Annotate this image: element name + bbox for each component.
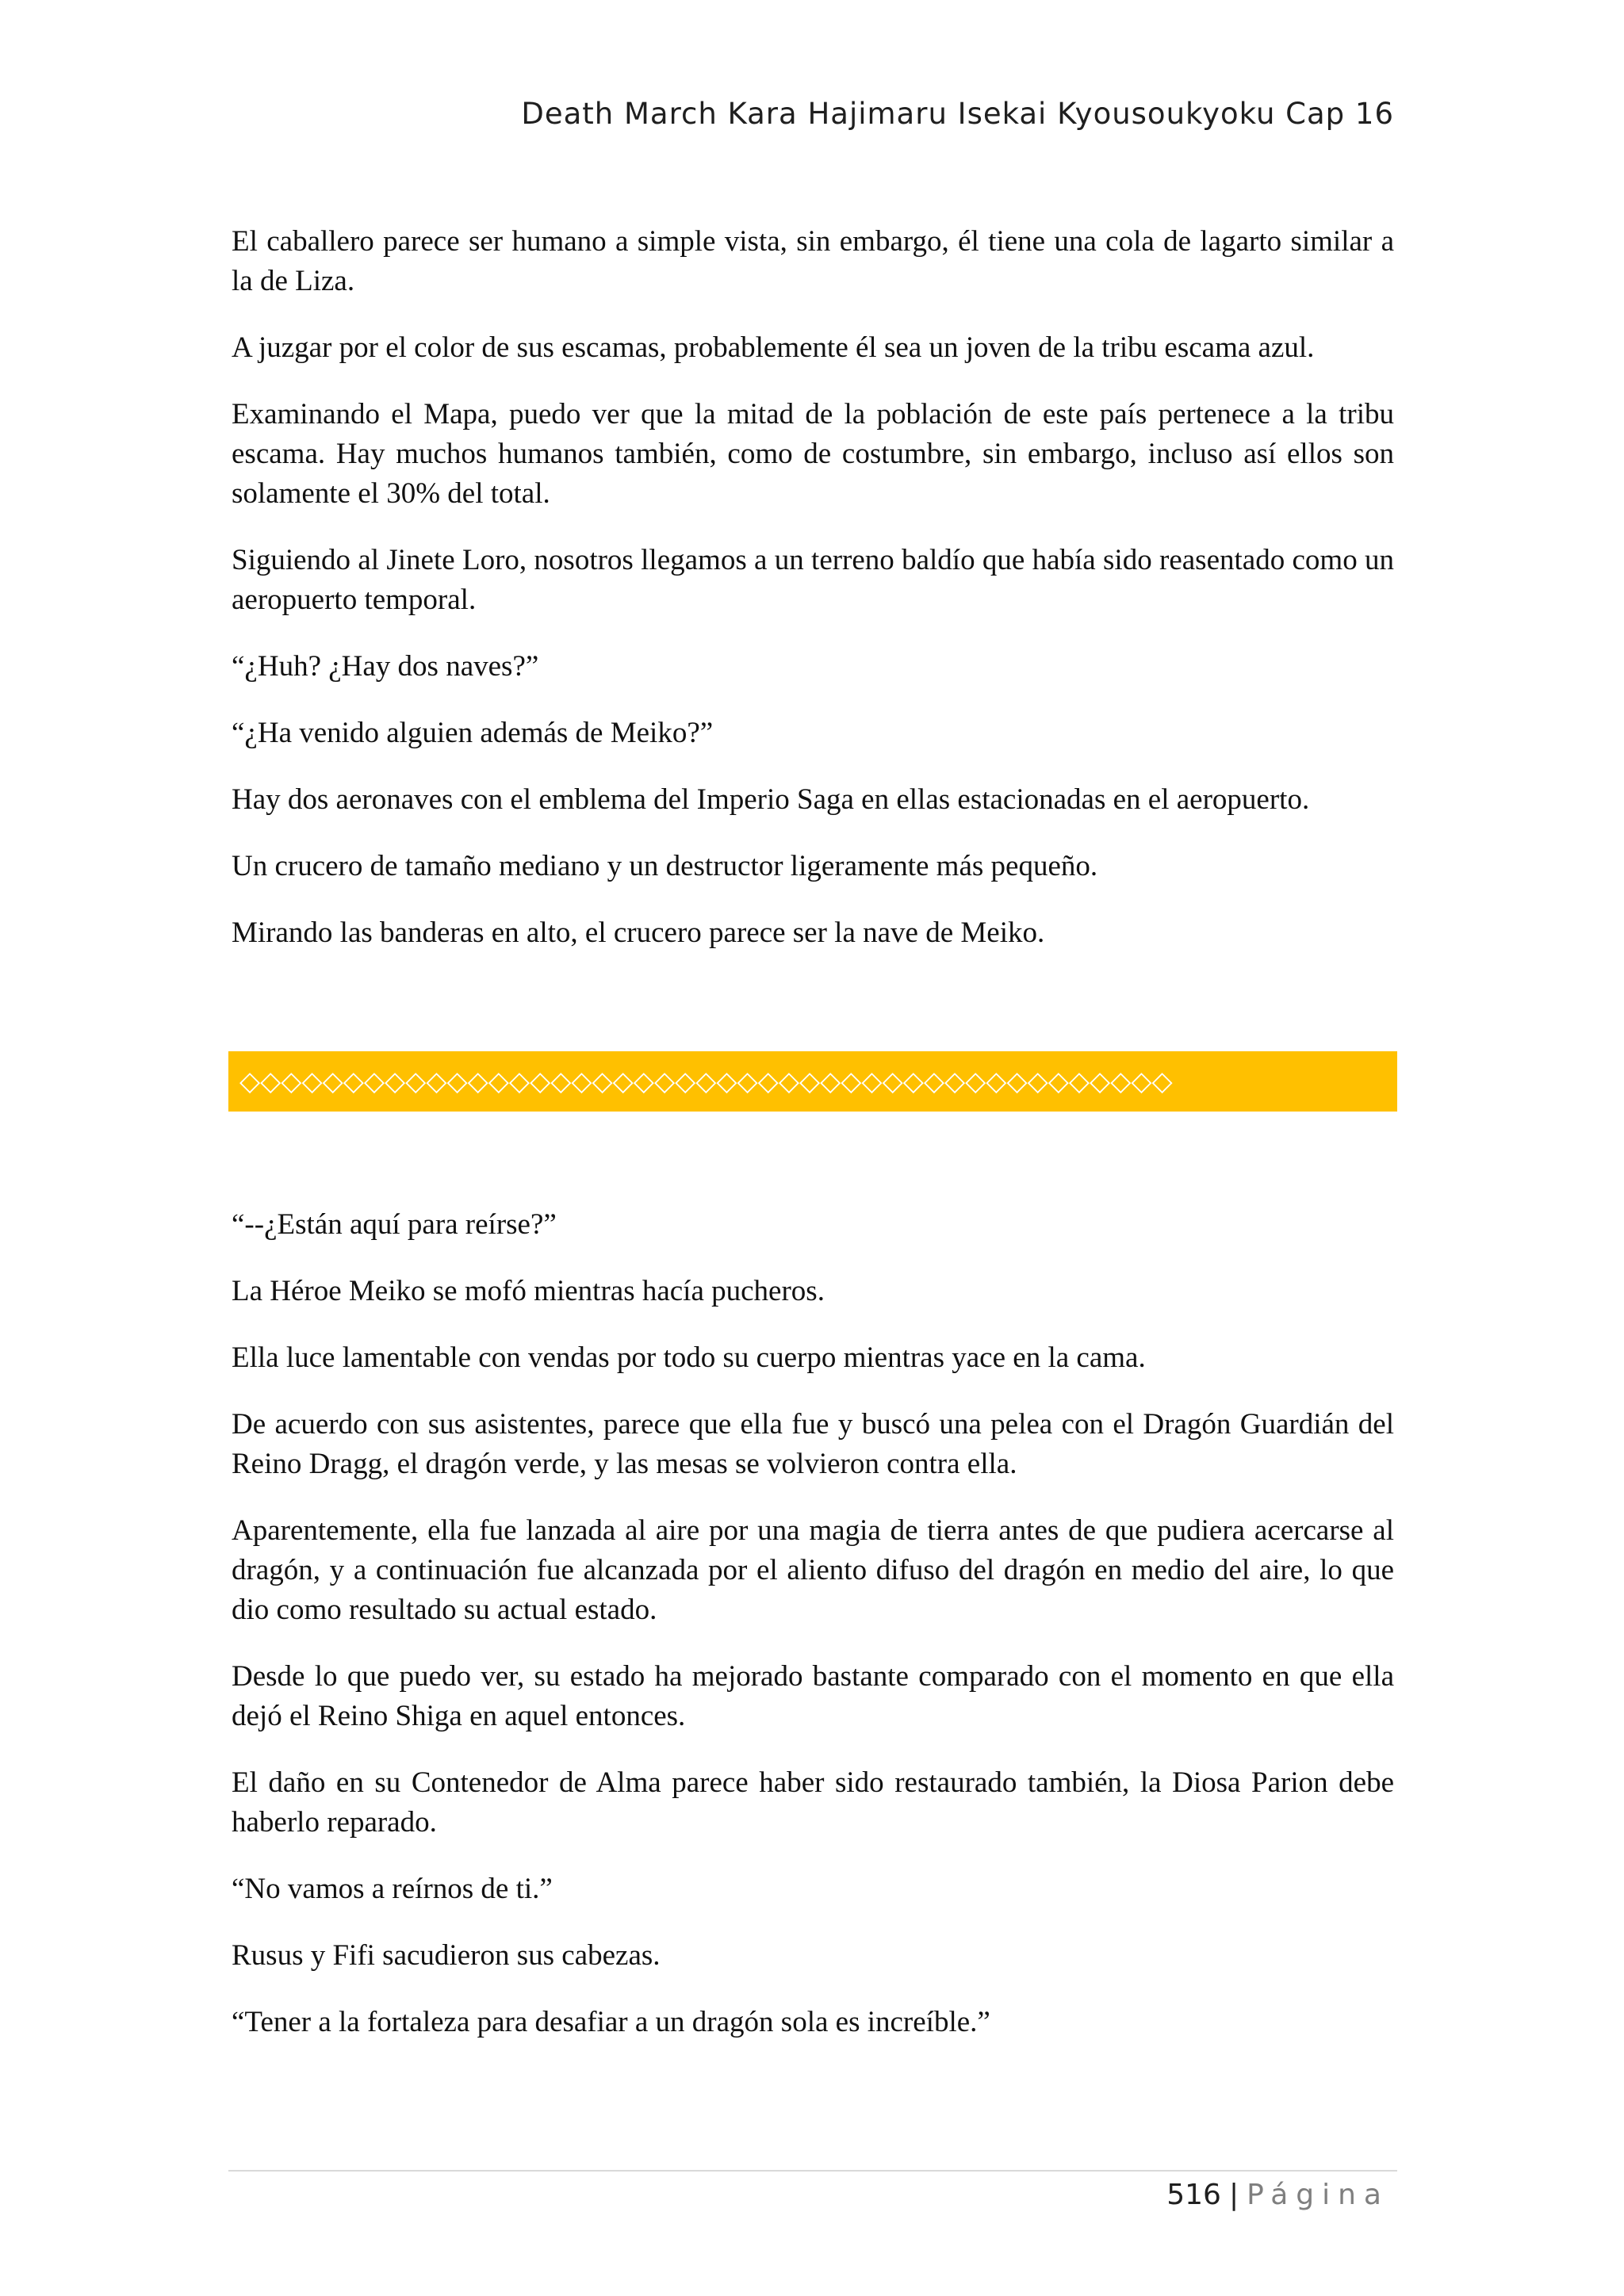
- paragraph: “--¿Están aquí para reírse?”: [232, 1208, 557, 1241]
- footer-separator: |: [1228, 2179, 1239, 2211]
- paragraph: De acuerdo con sus asistentes, parece que ella fue y buscó una pelea con el Dragón Guardián del Reino Dragg, el dragón verde, y las mesas se volvieron contra ella.: [232, 1408, 1394, 1480]
- page-footer: [1166, 2179, 1389, 2211]
- paragraph: Examinando el Mapa, puedo ver que la mitad de la población de este país pertenece a la tribu escama. Hay muchos humanos también, como de costumbre, sin embargo, incluso así ellos son solamente el 30% del total.: [232, 398, 1394, 510]
- paragraph: “Tener a la fortaleza para desafiar a un dragón sola es increíble.”: [232, 2006, 990, 2038]
- paragraph: El caballero parece ser humano a simple vista, sin embargo, él tiene una cola de lagarto similar a la de Liza.: [232, 225, 1394, 297]
- text-section-1: [232, 222, 1394, 980]
- paragraph: “No vamos a reírnos de ti.”: [232, 1873, 553, 1905]
- paragraph: Siguiendo al Jinete Loro, nosotros llegamos a un terreno baldío que había sido reasentado como un aeropuerto temporal.: [232, 544, 1394, 616]
- paragraph: Mirando las banderas en alto, el crucero parece ser la nave de Meiko.: [232, 916, 1045, 949]
- paragraph: Desde lo que puedo ver, su estado ha mejorado bastante comparado con el momento en que ella dejó el Reino Shiga en aquel entonces.: [232, 1660, 1394, 1732]
- paragraph: Un crucero de tamaño mediano y un destructor ligeramente más pequeño.: [232, 850, 1098, 882]
- paragraph: Rusus y Fifi sacudieron sus cabezas.: [232, 1939, 661, 1972]
- page-header-title: Death March Kara Hajimaru Isekai Kyousoukyoku Cap 16: [521, 97, 1394, 131]
- page-label: Página: [1247, 2179, 1389, 2211]
- paragraph: El daño en su Contenedor de Alma parece haber sido restaurado también, la Diosa Parion debe haberlo reparado.: [232, 1766, 1394, 1839]
- footer-divider-line: [228, 2170, 1397, 2172]
- paragraph: Hay dos aeronaves con el emblema del Imperio Saga en ellas estacionadas en el aeropuerto.: [232, 783, 1310, 816]
- scene-break-divider: ◇◇◇◇◇◇◇◇◇◇◇◇◇◇◇◇◇◇◇◇◇◇◇◇◇◇◇◇◇◇◇◇◇◇◇◇◇◇◇◇◇◇◇◇◇: [228, 1051, 1397, 1112]
- paragraph: Aparentemente, ella fue lanzada al aire por una magia de tierra antes de que pudiera acercarse al dragón, y a continuación fue alcanzada por el aliento difuso del dragón en medio del aire, lo que dio como resultado su actual estado.: [232, 1514, 1394, 1626]
- page-number: 516: [1166, 2179, 1221, 2211]
- text-section-2: [232, 1205, 1394, 2069]
- paragraph: “¿Ha venido alguien además de Meiko?”: [232, 717, 714, 749]
- paragraph: La Héroe Meiko se mofó mientras hacía pucheros.: [232, 1275, 825, 1307]
- paragraph: Ella luce lamentable con vendas por todo su cuerpo mientras yace en la cama.: [232, 1341, 1146, 1374]
- paragraph: “¿Huh? ¿Hay dos naves?”: [232, 650, 539, 683]
- paragraph: A juzgar por el color de sus escamas, probablemente él sea un joven de la tribu escama azul.: [232, 331, 1315, 364]
